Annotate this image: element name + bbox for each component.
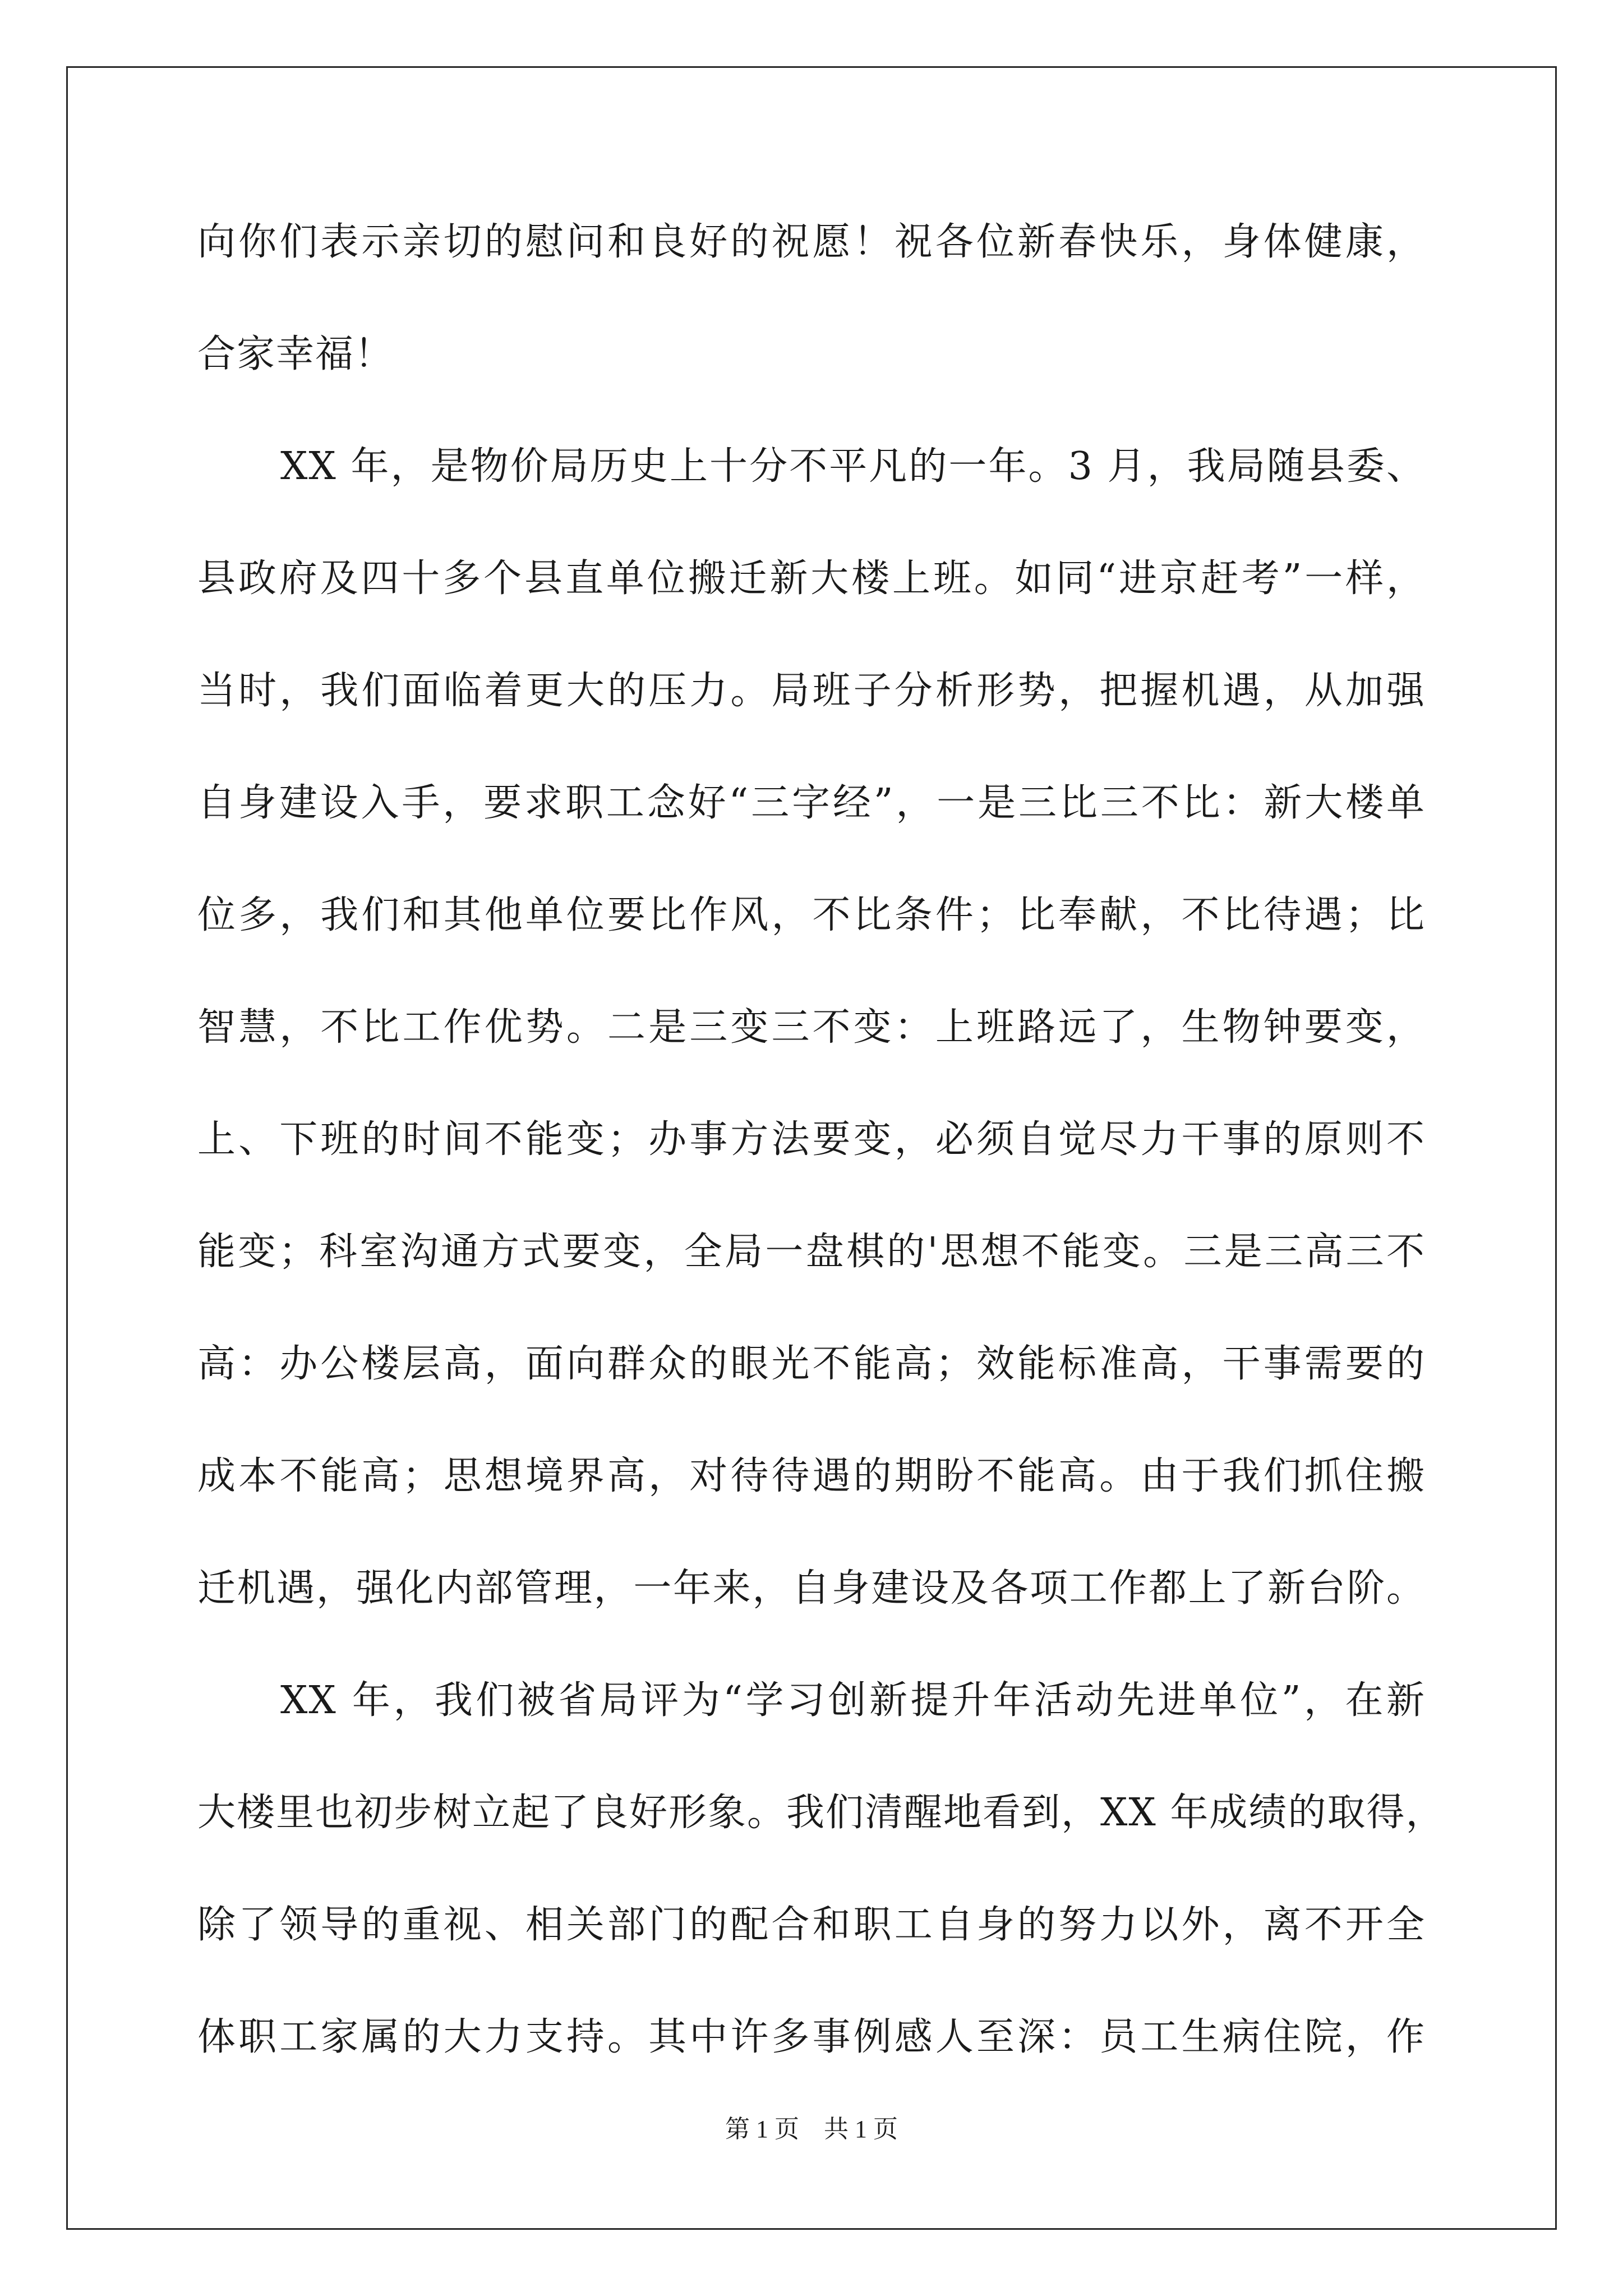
- text-line: 成本不能高；思想境界高，对待待遇的期盼不能高。由于我们抓住搬: [197, 1454, 1426, 1498]
- text-line: 能变；科室沟通方式要变，全局一盘棋的'思想不能变。三是三高三不: [197, 1230, 1426, 1274]
- text-line: 合家幸福！: [197, 332, 394, 376]
- text-line: 迁机遇，强化内部管理，一年来，自身建设及各项工作都上了新台阶。: [197, 1566, 1426, 1611]
- text-line: 县政府及四十多个县直单位搬迁新大楼上班。如同“进京赶考”一样，: [197, 556, 1426, 601]
- text-line: 体职工家属的大力支持。其中许多事例感人至深：员工生病住院，作: [197, 2015, 1426, 2059]
- page-number-footer: 第 1 页 共 1 页: [725, 2115, 898, 2143]
- text-line: 当时，我们面临着更大的压力。局班子分析形势，把握机遇，从加强: [197, 669, 1426, 713]
- text-line: 位多，我们和其他单位要比作风，不比条件；比奉献，不比待遇；比: [197, 893, 1426, 937]
- text-line: 自身建设入手，要求职工念好“三字经”，一是三比三不比：新大楼单: [197, 781, 1426, 825]
- text-line: 高：办公楼层高，面向群众的眼光不能高；效能标准高，干事需要的: [197, 1342, 1426, 1386]
- text-line: 向你们表示亲切的慰问和良好的祝愿！祝各位新春快乐，身体健康，: [197, 220, 1426, 264]
- text-line: 除了领导的重视、相关部门的配合和职工自身的努力以外，离不开全: [197, 1903, 1426, 1947]
- text-line: 智慧，不比工作优势。二是三变三不变：上班路远了，生物钟要变，: [197, 1005, 1426, 1050]
- paragraph-start-line: XX 年，是物价局历史上十分不平凡的一年。3 月，我局随县委、: [280, 444, 1426, 489]
- text-line: 上、下班的时间不能变；办事方法要变，必须自觉尽力干事的原则不: [197, 1117, 1426, 1162]
- paragraph-start-line: XX 年，我们被省局评为“学习创新提升年活动先进单位”，在新: [280, 1678, 1426, 1723]
- text-line: 大楼里也初步树立起了良好形象。我们清醒地看到，XX 年成绩的取得，: [197, 1791, 1445, 1835]
